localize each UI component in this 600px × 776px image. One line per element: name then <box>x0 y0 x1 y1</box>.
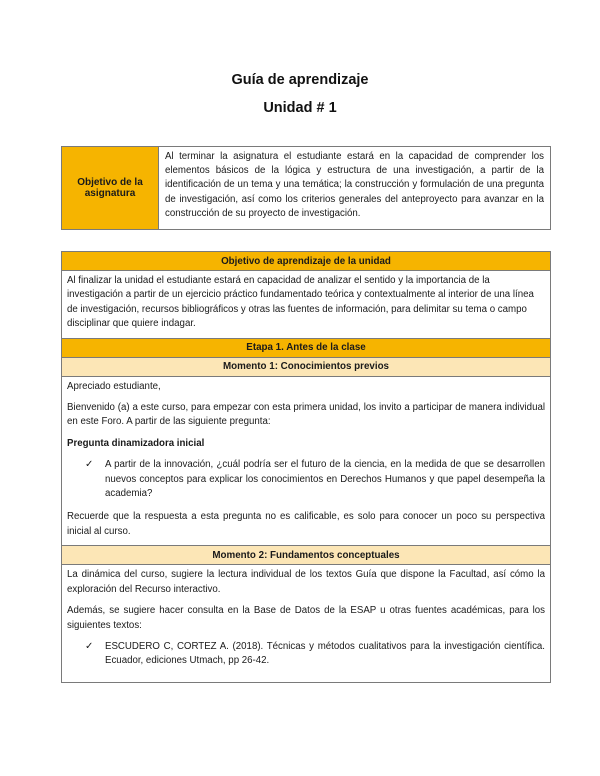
greeting-text: Apreciado estudiante, <box>67 380 161 392</box>
document-title: Guía de aprendizaje <box>231 72 369 88</box>
unit-objective-heading: Objetivo de aprendizaje de la unidad <box>62 252 551 271</box>
moment2-paragraph-2: Además, se sugiere hacer consulta en la Base de Datos de la ESAP u otras fuentes académicas, para los siguientes textos: <box>67 605 545 631</box>
moment2-heading: Momento 2: Fundamentos conceptuales <box>62 546 551 565</box>
check-icon: ✓ <box>85 459 94 471</box>
note-text: Recuerde que la respuesta a esta pregunta no es calificable, es solo para conocer un poco su perspectiva inicial al curso. <box>67 511 545 537</box>
course-objective-table <box>61 146 551 230</box>
question-item <box>85 458 545 501</box>
learning-guide-table <box>61 251 551 683</box>
moment1-heading: Momento 1: Conocimientos previos <box>62 357 551 376</box>
reference-item <box>85 640 545 669</box>
course-objective-label: Objetivo de la asignatura <box>62 147 159 230</box>
moment2-body <box>62 565 551 682</box>
unit-title: Unidad # 1 <box>263 100 337 116</box>
moment2-paragraph-1: La dinámica del curso, sugiere la lectura individual de los textos Guía que dispone la Facultad, así cómo la exploración del Recurso interactivo. <box>67 569 545 595</box>
reference-text: ESCUDERO C, CORTEZ A. (2018). Técnicas y métodos cualitativos para la investigación científica. Ecuador, ediciones Utmach, pp 26-42. <box>105 640 545 667</box>
check-icon: ✓ <box>85 640 94 652</box>
stage1-heading: Etapa 1. Antes de la clase <box>62 338 551 357</box>
intro-text: Bienvenido (a) a este curso, para empezar con esta primera unidad, los invito a participar de manera individual en este Foro. A partir de las siguiente pregunta: <box>67 402 545 428</box>
unit-objective-paragraph: Al finalizar la unidad el estudiante estará en capacidad de analizar el sentido y la importancia de la investigación a partir de un ejercicio práctico fundamentado teórica y contextualmente al interior de una línea de investigación, recursos bibliográficos y otras las fuentes de información, para delimitar su tema o campo disciplinar que quiere indagar. <box>67 275 534 330</box>
unit-objective-text <box>62 271 551 339</box>
question-text: A partir de la innovación, ¿cuál podría ser el futuro de la ciencia, en la medida de que se desarrollen nuevos conceptos para explicar los conocimientos en Derechos Humanos y que papel desempeña la academia? <box>105 459 545 500</box>
question-label: Pregunta dinamizadora inicial <box>67 437 205 449</box>
course-objective-text: Al terminar la asignatura el estudiante estará en la capacidad de comprender los elementos básicos de la lógica y estructura de una investigación, a partir de la identificación de un tema y una temática; la construcción y formulación de una pregunta de investigación, así como los criterios generales del anteproyecto para avanzar en la construcción de su proyecto de investigación. <box>159 147 551 230</box>
moment1-body <box>62 376 551 546</box>
